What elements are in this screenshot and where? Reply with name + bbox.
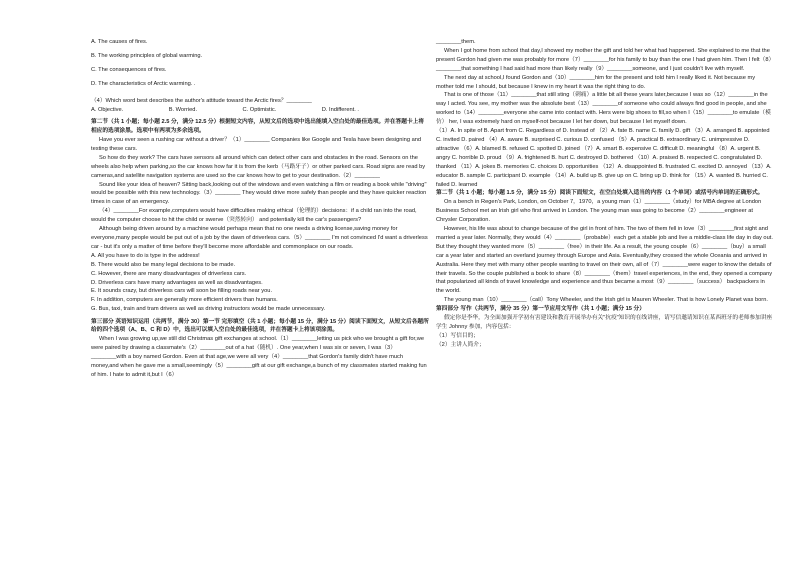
writing-point: （1）写信目的； (436, 332, 479, 339)
passage-paragraph: ________them. (436, 39, 476, 45)
passage-paragraph: The next day at school,I found Gordon and（10）________him for the present and told him I really liked it. Not because my mother told me I should, but because I knew in my heart it was the right thing to do. (436, 74, 756, 90)
option-g: G. Bus, taxi, train and tram drivers as well as driving instructors would be made unnecessary. (91, 306, 326, 313)
writing-prompt: 假定你是李华，为全面加强开学初有害建设和教育开展举办有关"抗疫"知识的在线讲座，请写信邀请知识在某西班牙的老师参加讲座学生 Johnny 参加，内容包括： (436, 315, 773, 330)
passage-paragraph: Sound like your idea of heaven? Sitting back,looking out of the windows and even watching a film or reading a book while "driving" would be possible with this new technology.（3）________ They would drive more safely than people and they have quicker reaction times in case of an emergency. (91, 181, 427, 206)
option-a: A. All you have to do is type in the address! (91, 252, 200, 259)
passage-paragraph: Although being driven around by a machine would perhaps mean that no one needs a driving license,saving money for everyone,many people would be put out of a job by the dawn of driverless cars.（5）________ I'm not convinced I'd want a driverless car - but it's only a matter of time before they'll become more affordable and commonplace on our roads. (91, 226, 428, 250)
section-heading: 第四部分 写作（共两节，满分 35 分）第一节应用文写作（共 1 小题；满分 15 分） (436, 306, 645, 313)
passage-paragraph: When I was growing up,we still did Christmas gift exchanges at school.（1）________letting us pick who we brought a gift for,we were paired by drawing a classmate's（2）________out of a hat（随机）. One year,when I was six or seven, I was（3）________with a boy named Gordon. Even at that age,we were all very（4）________that Gordon's family didn't have much money,and when he gave me a small,seemingly（5）________gift at our gift exchange,a bunch of my classmates started making fun of him. I hate to admit it,but I（6） (91, 336, 427, 378)
passage-paragraph: The young man（10）________（call）Tony Wheeler, and the Irish girl is Mauren Wheeler. That is how Lonely Planet was born. (444, 297, 768, 304)
passage-paragraph: （4）________For example,computers would have difficulties making ethical（伦理的）decisions：if a child ran into the road, would the computer choose to hit the child or swerve（突然转向） and potentially kill the car's passengers? (91, 208, 417, 224)
passage-paragraph: Have you ever seen a rushing car without a driver？（1）________ Companies like Google and Tesla have been designing and testing these cars. (91, 137, 422, 152)
passage-paragraph: That is one of those（11）________that still sting（刺痛）a little bit all these years later,because I was so（12）________in the way I acted. You see, my mother was the absolute best（13）________of someone who could always find good in people, and she worked to（14）________everyone she came into contact with. Hers were big shoes to fill,so when I（15）________to emulate（模仿） her, I was extremely hard on myself-not because I let her down, but because I let myself down. (436, 92, 771, 126)
passage-options (91, 252, 429, 314)
option-c: C. The consequences of fires. (91, 66, 167, 73)
option-d: D. Indifferent. . (321, 106, 359, 113)
option-c: C. Optimistic. (242, 106, 277, 113)
option-f: F. In addition, computers are generally more efficient drivers than humans. (91, 297, 278, 304)
writing-point: （2）主讲人简介； (436, 341, 485, 348)
option-b: B. Worried. (168, 106, 198, 113)
cloze-options: （1）A. In spite of B. Apart from C. Regardless of D. Instead of （2）A. fate B. name C. family D. gift （3）A. arranged B. appointed C. invited D. paired （4）A. aware B. surprised C. curious D. confused （5）A. practical B. extraordinary C. unimpressive D. attractive （6）A. blamed B. refused C. spotted D. joined （7）A. smart B. expensive C. difficult D. meaningful （8）A. urgent B. angry C. horrible D. proud （9）A. frightened B. hurt C. destroyed D. bothered （10）A. praised B. respected C. congratulated D. thanked （11）A. jokes B. memories C. choices D. opportunities （12）A. disappointed B. frustrated C. excited D. annoyed （13）A. educator B. sample C. participant D. example （14）A. build up B. give up on C. bring up D. think for （15）A. wanted B. hurried C. failed D. learned (436, 128, 772, 188)
option-a: A. The causes of fires. (91, 39, 148, 45)
option-c: C. However, there are many disadvantages of driverless cars. (91, 270, 247, 277)
section-heading: 第二节（共 1 小题；每小题 2.5 分，满分 12.5 分）根据短文内容，从短文后的选项中选出能填入空白处的最佳选项。并在答题卡上将相应的选项涂黑。选项中有两项为多余选项。 (91, 119, 425, 135)
q4-options (91, 106, 429, 115)
q3-options (91, 38, 429, 89)
passage-paragraph: On a bench in Regen's Park, London, on October 7，1970，a young man（1）________（study）for MBA degree at London Business School met an Irish girl who first arrived in London. The young man was going to become（2）________engineer at Chrysler Corporation. (436, 199, 762, 224)
passage-paragraph: So how do they work? The cars have sensors all around which can detect other cars and obstacles in the road. Sensors on the wheels also help when parking,so the car knows how far it is from the kerb（马路牙子）or other parked cars. Road signs are read by cameras,and satellite navigation systems are used so the car knows how to get to your destination.（2）________ (91, 154, 426, 179)
option-b: B. The working principles of global warming. (91, 52, 203, 59)
passage-paragraph: However, his life was about to change because of the girl in front of him. The two of them fell in love（3）________first sight and married a year later. Normally, they would（4）________（probable）each get a stable job and live a middle-class life day in day out. But they thought they wanted more（5）________（free）in their life. As a result, the young couple（6）________（buy）a small car a year later and started an overland journey through Europe and Asia. Eventually,they crossed the whole Oceania and arrived in Australia. Here they met with many other people wanting to travel on their own, all of（7）________were eager to know the details of their travels. So the couple published a book to share（8）________（them）travel experiences, in the end, they opened a company that popularized all kinds of travel knowledge and experience and thus became a most（9）________（success） backpackers in the world. (436, 226, 773, 295)
question-stem: （4）Which word best describes the author's attitude toward the Arctic fires？________ (91, 98, 312, 105)
option-b: B. There would also be many legal decisions to be made. (91, 261, 236, 268)
section-heading: 第三部分 英语知识运用（共两节，满分 30）第一节 完形填空（共 1 小题；每小题 15 分，满分 15 分）阅读下面短文，从短文后各题所给的四个选项（A、B、C 和 D）中，选出可以填入空白处的最佳选项，并在答题卡上将该项涂黑。 (91, 318, 429, 334)
left-column (91, 38, 429, 380)
option-d: D. Driverless cars have many advantages as well as disadvantages. (91, 279, 263, 286)
right-column (436, 38, 774, 350)
option-a: A. Objective. (91, 106, 124, 113)
option-d: D. The characteristics of Arctic warming. . (91, 80, 196, 87)
passage-paragraph: When I got home from school that day,I showed my mother the gift and told her what had happened. She explained to me that the present Gordon had given me was probably for more（7）________for his family to buy than the one I had given him. Then I felt（8）________that something I had said had more than likely really（9）________someone, and I just couldn't live with myself. (436, 47, 772, 72)
section-heading: 第二节（共 1 小题；每小题 1.5 分，满分 15 分）阅读下面短文，在空白处填入适当的内容（1 个单词）或括号内单词的正确形式。 (436, 190, 764, 197)
option-e: E. It sounds crazy, but driverless cars will soon be filling roads near you. (91, 288, 273, 295)
